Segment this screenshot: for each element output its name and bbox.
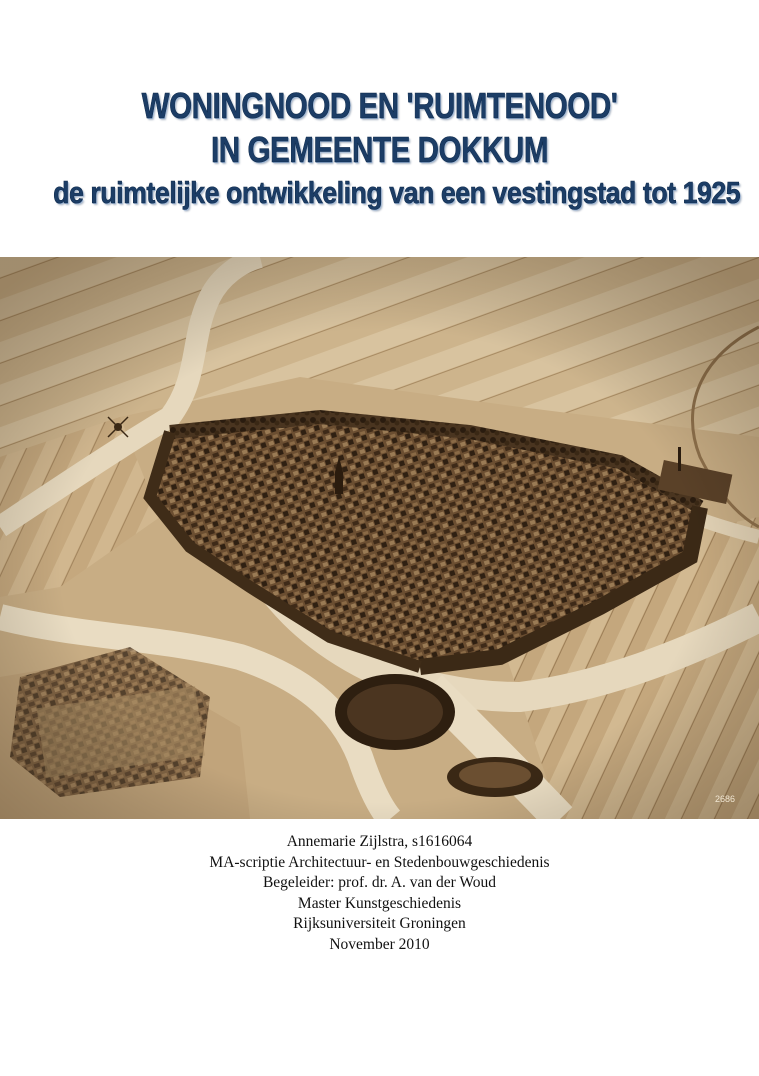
program-line: MA-scriptie Architectuur- en Stedenbouwgeschiedenis <box>209 853 550 871</box>
date-line: November 2010 <box>329 935 430 953</box>
supervisor-line: Begeleider: prof. dr. A. van der Woud <box>262 874 497 891</box>
title-line-2: IN GEMEENTE DOKKUM <box>210 129 549 170</box>
aerial-photo <box>0 257 759 819</box>
title-line-1: WONINGNOOD EN 'RUIMTENOOD' <box>141 85 618 126</box>
university-line: Rijksuniversiteit Groningen <box>293 915 466 932</box>
master-line: Master Kunstgeschiedenis <box>297 894 462 912</box>
credits-block <box>0 832 759 955</box>
photo-number: 2686 <box>714 794 735 804</box>
cover-title <box>0 84 759 214</box>
title-subtitle: de ruimtelijke ontwikkeling van een vestingstad tot 1925 <box>53 175 741 210</box>
author-line: Annemarie Zijlstra, s1616064 <box>286 833 473 850</box>
